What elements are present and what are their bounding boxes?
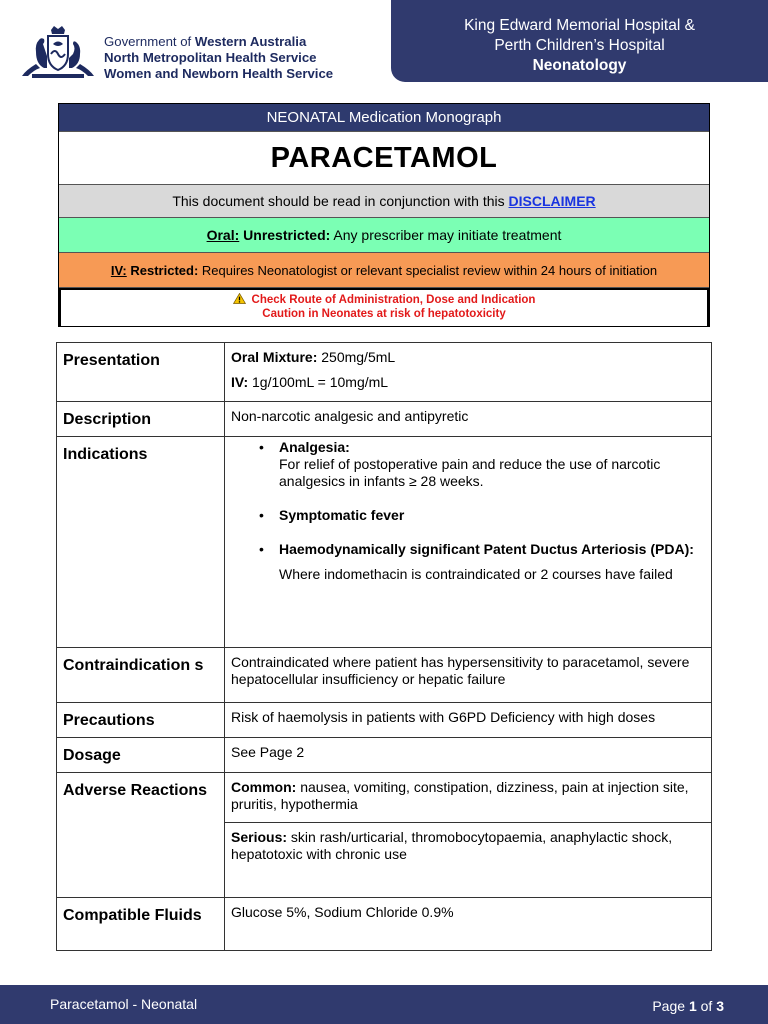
warning-line-1: Check Route of Administration, Dose and Indication	[251, 294, 536, 306]
indications-list	[231, 439, 705, 583]
monograph-title: NEONATAL Medication Monograph	[59, 104, 709, 132]
disclaimer-row	[59, 185, 709, 218]
hospital-banner	[391, 0, 768, 82]
indication-title: Haemodynamically significant Patent Ductus Arteriosis (PDA):	[279, 541, 694, 557]
iv-label: IV:	[231, 374, 249, 390]
wa-government-logo	[18, 24, 358, 84]
dosage-value: See Page 2	[225, 738, 712, 773]
iv-restriction-row	[59, 253, 709, 288]
oral-status: Unrestricted:	[243, 227, 331, 243]
row-label-contraindications: Contraindication s	[57, 648, 225, 703]
service-line-1: North Metropolitan Health Service	[104, 50, 317, 65]
indication-text: Where indomethacin is contraindicated or 2 courses have failed	[279, 566, 673, 582]
bullet-icon: •	[259, 439, 264, 455]
indication-text: For relief of postoperative pain and reduce the use of narcotic analgesics in infants ≥ 28 weeks.	[279, 456, 661, 489]
iv-status: Restricted:	[130, 263, 199, 278]
indication-title: Analgesia:	[279, 439, 350, 455]
footer-doc-name: Paracetamol - Neonatal	[50, 996, 198, 1012]
iv-value: 1g/100mL = 10mg/mL	[248, 374, 389, 390]
presentation-value	[225, 343, 712, 402]
table-row	[57, 402, 712, 437]
page-footer	[0, 985, 768, 1024]
gov-prefix: Government of	[104, 34, 195, 49]
page-of: of	[696, 998, 717, 1014]
bullet-icon: •	[259, 507, 264, 523]
indications-value	[225, 437, 712, 648]
oral-text: Any prescriber may initiate treatment	[330, 227, 562, 243]
table-row	[57, 703, 712, 738]
government-text	[104, 34, 364, 82]
table-row	[57, 738, 712, 773]
presentation-iv	[231, 370, 705, 395]
warning-box	[59, 288, 709, 326]
precautions-value: Risk of haemolysis in patients with G6PD Deficiency with high doses	[225, 703, 712, 738]
hospital-name-2: Perth Children’s Hospital	[494, 37, 665, 54]
wa-crest-icon	[18, 24, 98, 82]
iv-route-label: IV:	[110, 263, 127, 278]
department-name: Neonatology	[532, 57, 627, 74]
list-item	[259, 507, 705, 524]
indication-title: Symptomatic fever	[279, 507, 405, 523]
table-row	[57, 773, 712, 823]
page-number: 1	[688, 998, 697, 1014]
drug-name: PARACETAMOL	[59, 132, 709, 185]
row-label-precautions: Precautions	[57, 703, 225, 738]
row-label-fluids: Compatible Fluids	[57, 898, 225, 951]
oral-restriction-row	[59, 218, 709, 253]
disclaimer-link[interactable]: DISCLAIMER	[508, 193, 596, 209]
government-line	[104, 34, 364, 50]
common-label: Common:	[231, 779, 297, 795]
common-value: nausea, vomiting, constipation, dizziness, pain at injection site, pruritis, hypothermia	[231, 779, 689, 812]
row-label-description: Description	[57, 402, 225, 437]
row-label-dosage: Dosage	[57, 738, 225, 773]
page-prefix: Page	[652, 998, 689, 1014]
list-item	[259, 439, 705, 490]
adverse-serious	[225, 823, 712, 898]
oral-mixture-label: Oral Mixture:	[231, 349, 318, 365]
description-value: Non-narcotic analgesic and antipyretic	[225, 402, 712, 437]
hospital-name-1: King Edward Memorial Hospital &	[464, 17, 695, 34]
iv-text: Requires Neonatologist or relevant specialist review within 24 hours of initiation	[198, 263, 658, 278]
fluids-value: Glucose 5%, Sodium Chloride 0.9%	[225, 898, 712, 951]
serious-value: skin rash/urticarial, thromobocytopaemia, anaphylactic shock, hepatotoxic with chronic use	[231, 829, 673, 862]
row-label-presentation: Presentation	[57, 343, 225, 402]
gov-state: Western Australia	[194, 34, 307, 49]
monograph-header	[58, 103, 710, 327]
row-label-adverse: Adverse Reactions	[57, 773, 225, 898]
presentation-oral	[231, 345, 705, 370]
table-row	[57, 648, 712, 703]
oral-mixture-value: 250mg/5mL	[317, 349, 396, 365]
adverse-common	[225, 773, 712, 823]
table-row	[57, 437, 712, 648]
contraindications-value: Contraindicated where patient has hypersensitivity to paracetamol, severe hepatocellular insufficiency or hepatic failure	[225, 648, 712, 703]
row-label-indications: Indications	[57, 437, 225, 648]
page-total: 3	[716, 998, 724, 1014]
table-row	[57, 343, 712, 402]
monograph-table	[56, 342, 712, 951]
disclaimer-text: This document should be read in conjunction with this	[172, 193, 509, 209]
warning-triangle-icon	[233, 293, 246, 304]
page-indicator	[652, 998, 724, 1014]
serious-label: Serious:	[231, 829, 288, 845]
service-line-2: Women and Newborn Health Service	[104, 66, 334, 81]
oral-route-label: Oral:	[206, 227, 240, 243]
warning-line-2: Caution in Neonates at risk of hepatotoxicity	[262, 308, 506, 320]
list-item	[259, 541, 705, 583]
table-row	[57, 898, 712, 951]
bullet-icon: •	[259, 541, 264, 557]
